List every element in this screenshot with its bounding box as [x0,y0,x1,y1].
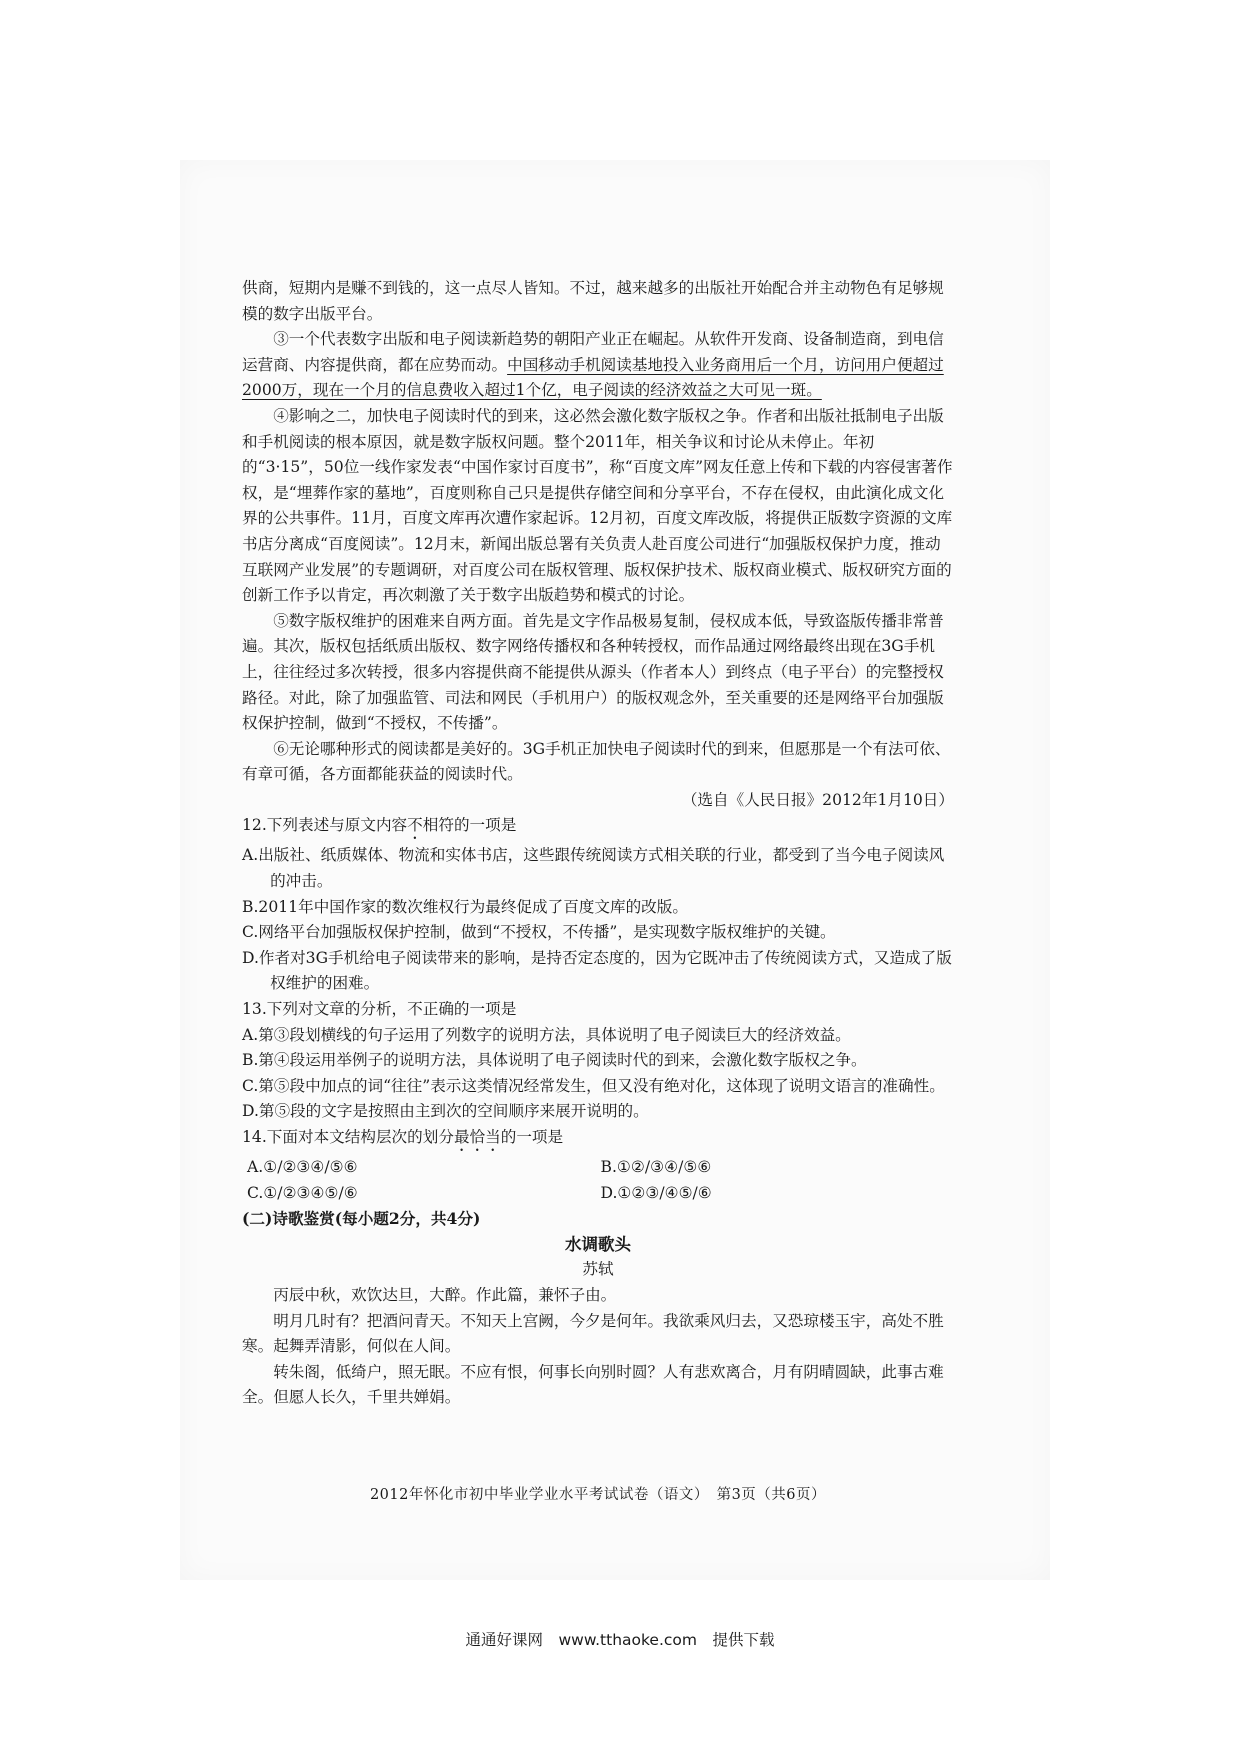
question-12-stem-a: 12.下列表述与原文内容 [242,816,408,835]
paragraph-continued: 供商，短期内是赚不到钱的，这一点尽人皆知。不过，越来越多的出版社开始配合并主动物色有足够规模的数字出版平台。 [242,279,944,323]
question-12-option-a: A.出版社、纸质媒体、物流和实体书店，这些跟传统阅读方式相关联的行业，都受到了当今电子阅读风的冲击。 [242,846,945,891]
paragraph-3-underlined-sentence: 中国移动手机阅读基地投入业务商用后一个月，访问用户便超过2000万，现在一个月的信息费收入超过1个亿，电子阅读的经济效益之大可见一斑。 [242,355,944,400]
paragraph-3 [242,327,954,404]
question-13-option-c: C.第⑤段中加点的词“往往”表示这类情况经常发生，但又没有绝对化，这体现了说明文语言的准确性。 [242,1076,945,1095]
question-12-stem-b: 相符的一项是 [422,816,517,835]
question-12-stem-dotted: 不 [407,816,423,835]
paragraph-4: ④影响之二，加快电子阅读时代的到来，这必然会激化数字版权之争。作者和出版社抵制电子出版和手机阅读的根本原因，就是数字版权问题。整个2011年，相关争议和讨论从未停止。年初的“3·15”，50位一线作家发表“中国作家讨百度书”，称“百度文库”网友任意上传和下载的内容侵害著作权，是“埋葬作家的墓地”，百度则称自己只是提供存储空间和分享平台，不存在侵权，由此演化成文化界的公共事件。11月，百度文库再次遭作家起诉。12月初，百度文库改版，将提供正版数字资源的文库书店分离成“百度阅读”。12月末，新闻出版总署有关负责人赴百度公司进行“加强版权保护力度，推动互联网产业发展”的专题调研，对百度公司在版权管理、版权保护技术、版权商业模式、版权研究方面的创新工作予以肯定，再次刺激了关于数字出版趋势和模式的讨论。 [242,406,953,605]
paragraph-5: ⑤数字版权维护的困难来自两方面。首先是文字作品极易复制，侵权成本低，导致盗版传播非常普遍。其次，版权包括纸质出版权、数字网络传播权和各种转授权，而作品通过网络最终出现在3G手机上，往往经过多次转授，很多内容提供商不能提供从源头（作者本人）到终点（电子平台）的完整授权路径。对此，除了加强监管、司法和网民（手机用户）的版权观念外，至关重要的还是网络平台加强版权保护控制，做到“不授权，不传播”。 [242,611,944,733]
poem-stanza-1: 明月几时有？把酒问青天。不知天上宫阙，今夕是何年。我欲乘风归去，又恐琼楼玉宇，高处不胜寒。起舞弄清影，何似在人间。 [242,1311,944,1356]
poem-preface: 丙辰中秋，欢饮达旦，大醉。作此篇，兼怀子由。 [273,1285,617,1304]
question-14-option-d: D.①②③/④⑤/⑥ [600,1183,712,1202]
poetry-section-heading: (二)诗歌鉴赏(每小题2分，共4分) [242,1209,481,1229]
download-credit: 通通好课网 www.tthaoke.com 提供下载 [465,1631,775,1649]
poem-title: 水调歌头 [565,1234,631,1254]
question-12-option-d: D.作者对3G手机给电子阅读带来的影响，是持否定态度的，因为它既冲击了传统阅读方式，又造成了版权维护的困难。 [242,948,952,993]
question-14-stem-b: 的一项是 [500,1128,564,1146]
paragraph-6: ⑥无论哪种形式的阅读都是美好的。3G手机正加快电子阅读时代的到来，但愿那是一个有法可依、有章可循，各方面都能获益的阅读时代。 [242,739,951,784]
paragraph-3-text: ③一个代表数字出版和电子阅读新趋势的朝阳产业正在崛起。从软件开发商、设备制造商，到电信运营商、内容提供商，都在应势而动。 [242,330,944,374]
question-14-option-a: A.①/②③④/⑤⑥ [247,1158,358,1176]
question-14-option-c: C.①/②③④⑤/⑥ [247,1183,358,1202]
question-13-stem: 13.下列对文章的分析，不正确的一项是 [242,1000,517,1019]
question-12-stem [242,813,954,843]
article-source: （选自《人民日报》2012年1月10日） [681,790,954,809]
question-12-option-b: B.2011年中国作家的数次维权行为最终促成了百度文库的改版。 [242,897,688,916]
poem-stanza-2: 转朱阁，低绮户，照无眠。不应有恨，何事长向别时圆？人有悲欢离合，月有阴晴圆缺，此事古难全。但愿人长久，千里共婵娟。 [242,1362,944,1407]
question-14-options-row-2 [247,1181,954,1207]
question-14-stem-dotted: 最恰当 [453,1128,501,1146]
question-14-stem-a: 14.下面对本文结构层次的划分 [242,1128,454,1146]
question-14-stem [242,1125,954,1155]
question-14-options-row-1 [247,1155,954,1181]
exam-page-content [242,276,954,1411]
question-14-option-b: B.①②/③④/⑤⑥ [600,1158,712,1176]
question-13-option-b: B.第④段运用举例子的说明方法，具体说明了电子阅读时代的到来，会激化数字版权之争。 [242,1051,867,1070]
question-13-option-a: A.第③段划横线的句子运用了列数字的说明方法，具体说明了电子阅读巨大的经济效益。 [242,1025,851,1044]
question-12-option-c: C.网络平台加强版权保护控制，做到“不授权，不传播”，是实现数字版权维护的关键。 [242,923,836,942]
poem-author: 苏轼 [582,1260,614,1279]
page-footer: 2012年怀化市初中毕业学业水平考试试卷（语文） 第3页（共6页） [369,1487,827,1503]
question-13-option-d: D.第⑤段的文字是按照由主到次的空间顺序来展开说明的。 [242,1102,649,1121]
